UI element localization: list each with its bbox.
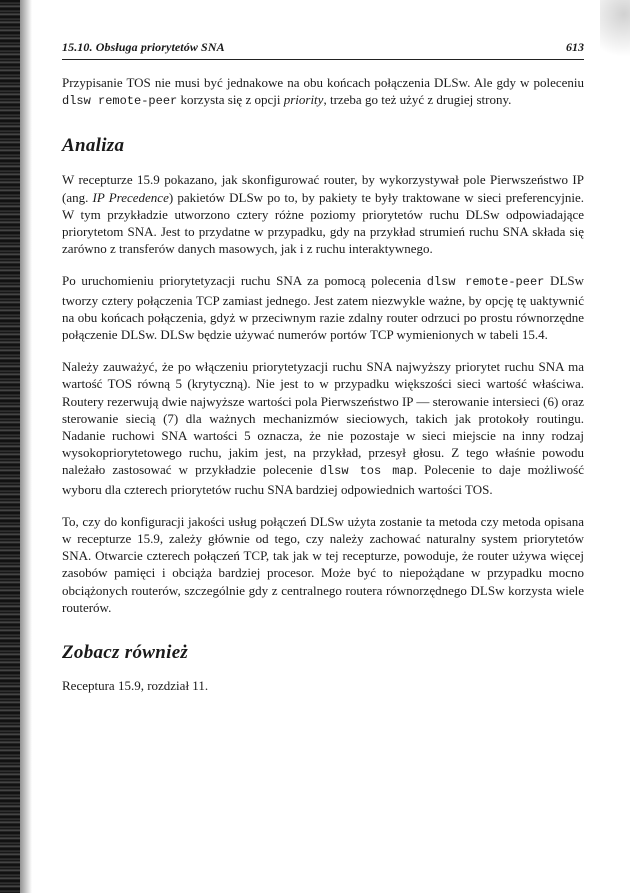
section-heading-zobacz-rowniez: Zobacz również [62,642,189,664]
analiza-p1-text-2: ) pakietów DLSw po to, by pakiety te były traktowane w sieci preferencyjnie. W tym przykładzie utworzono cztery różne poziomy priorytetów ruchu DLSw odpowiadające priorytetom SNA. Jest to przydatne w przypadku, gdy na przykład strumień ruchu SNA składa się zarówno z transferów danych masowych, jak i z ruchu interaktywnego. [62,189,584,257]
intro-text-3: , trzeba go też użyć z drugiej strony. [323,92,512,108]
intro-text-2: korzysta się z opcji [177,92,284,108]
analiza-p4-text-1: To, czy do konfiguracji jakości usług połączeń DLSw użyta zostanie ta metoda czy metoda opisana w recepturze 15.9, zależy głównie od tego, czy należy zachować naturalny system priorytetów SNA. Otwarcie czterech połączeń TCP, tak jak w tej recepturze, powoduje, że router używa więcej zasobów pamięci i obciąża bardziej procesor. Może być to niepożądane w przypadku mocno obciążonych routerów, szczególnie gdy z centralnego routera równorzędnego DLSw korzysta wiele routerów. [62,513,584,615]
intro-emphasis-priority: priority [283,92,324,108]
analiza-p2-code: dlsw remote-peer [426,275,545,290]
analiza-p1-text-1: W recepturze 15.9 pokazano, jak skonfigurować router, by wykorzystywał pole Pierwszeństwo IP (ang. [62,172,584,205]
analiza-p3-code: dlsw tos map [319,464,414,479]
analiza-p2-text-1: Po uruchomieniu priorytetyzacji ruchu SNA za pomocą polecenia [62,273,427,289]
intro-text-1: Przypisanie TOS nie musi być jednakowe na obu końcach połączenia DLSw. Ale gdy w poleceniu [62,75,584,90]
analiza-p3-text-1: Należy zauważyć, że po włączeniu priorytetyzacji ruchu SNA najwyższy priorytet ruchu SNA ma wartość TOS równą 5 (krytyczną). Nie jest to w przypadku większości sieci wartość właściwa. Routery rezerwują dwie najwyższe wartości pola Pierwszeństwo IP — sterowanie intersieci (6) oraz sterowanie siecią (7) dla ważnych mechanizmów sieciowych, takich jak protokoły routingu. Nadanie ruchowi SNA wartości 5 oznacza, że nie pozostaje w sieci miejscie na inny rodzaj wysokopriorytetowego ruchu, jakim jest, na przykład, przesył głosu. Z tego właśnie powodu należało zastosować w przykładzie polecenie [62,359,584,478]
running-head: 15.10. Obsługa priorytetów SNA [62,40,225,54]
intro-paragraph [62,74,584,110]
analiza-paragraph-3 [62,358,584,498]
page-number: 613 [566,40,584,54]
analiza-paragraph-1 [62,171,584,257]
analiza-p2-text-2: DLSw tworzy cztery połączenia TCP zamiast jednego. Jest zatem niezwykle ważne, by opcję tę uaktywnić na obu końcach połączenia, gdyż w przeciwnym razie zdalny router odrzuci po prostu równorzędne połączenie DLSw. DLSw będzie używać numerów portów TCP wymienionych w tabeli 15.4. [62,273,585,343]
zobacz-paragraph: Receptura 15.9, rozdział 11. [62,678,209,694]
analiza-p3-text-2: . Polecenie to daje możliwość wyboru dla czterech priorytetów ruchu SNA bardziej odpowiednich wartości TOS. [62,462,585,497]
analiza-paragraph-2 [62,272,584,343]
page-content [62,74,584,694]
scan-corner-artifact [600,0,630,70]
scan-binding-shadow [0,0,20,893]
analiza-paragraph-4 [62,513,584,616]
page-header [62,40,584,60]
analiza-p1-emphasis: IP Precedence [92,189,169,205]
intro-code-dlsw-remote-peer: dlsw remote-peer [62,94,178,109]
section-heading-analiza: Analiza [62,135,125,157]
